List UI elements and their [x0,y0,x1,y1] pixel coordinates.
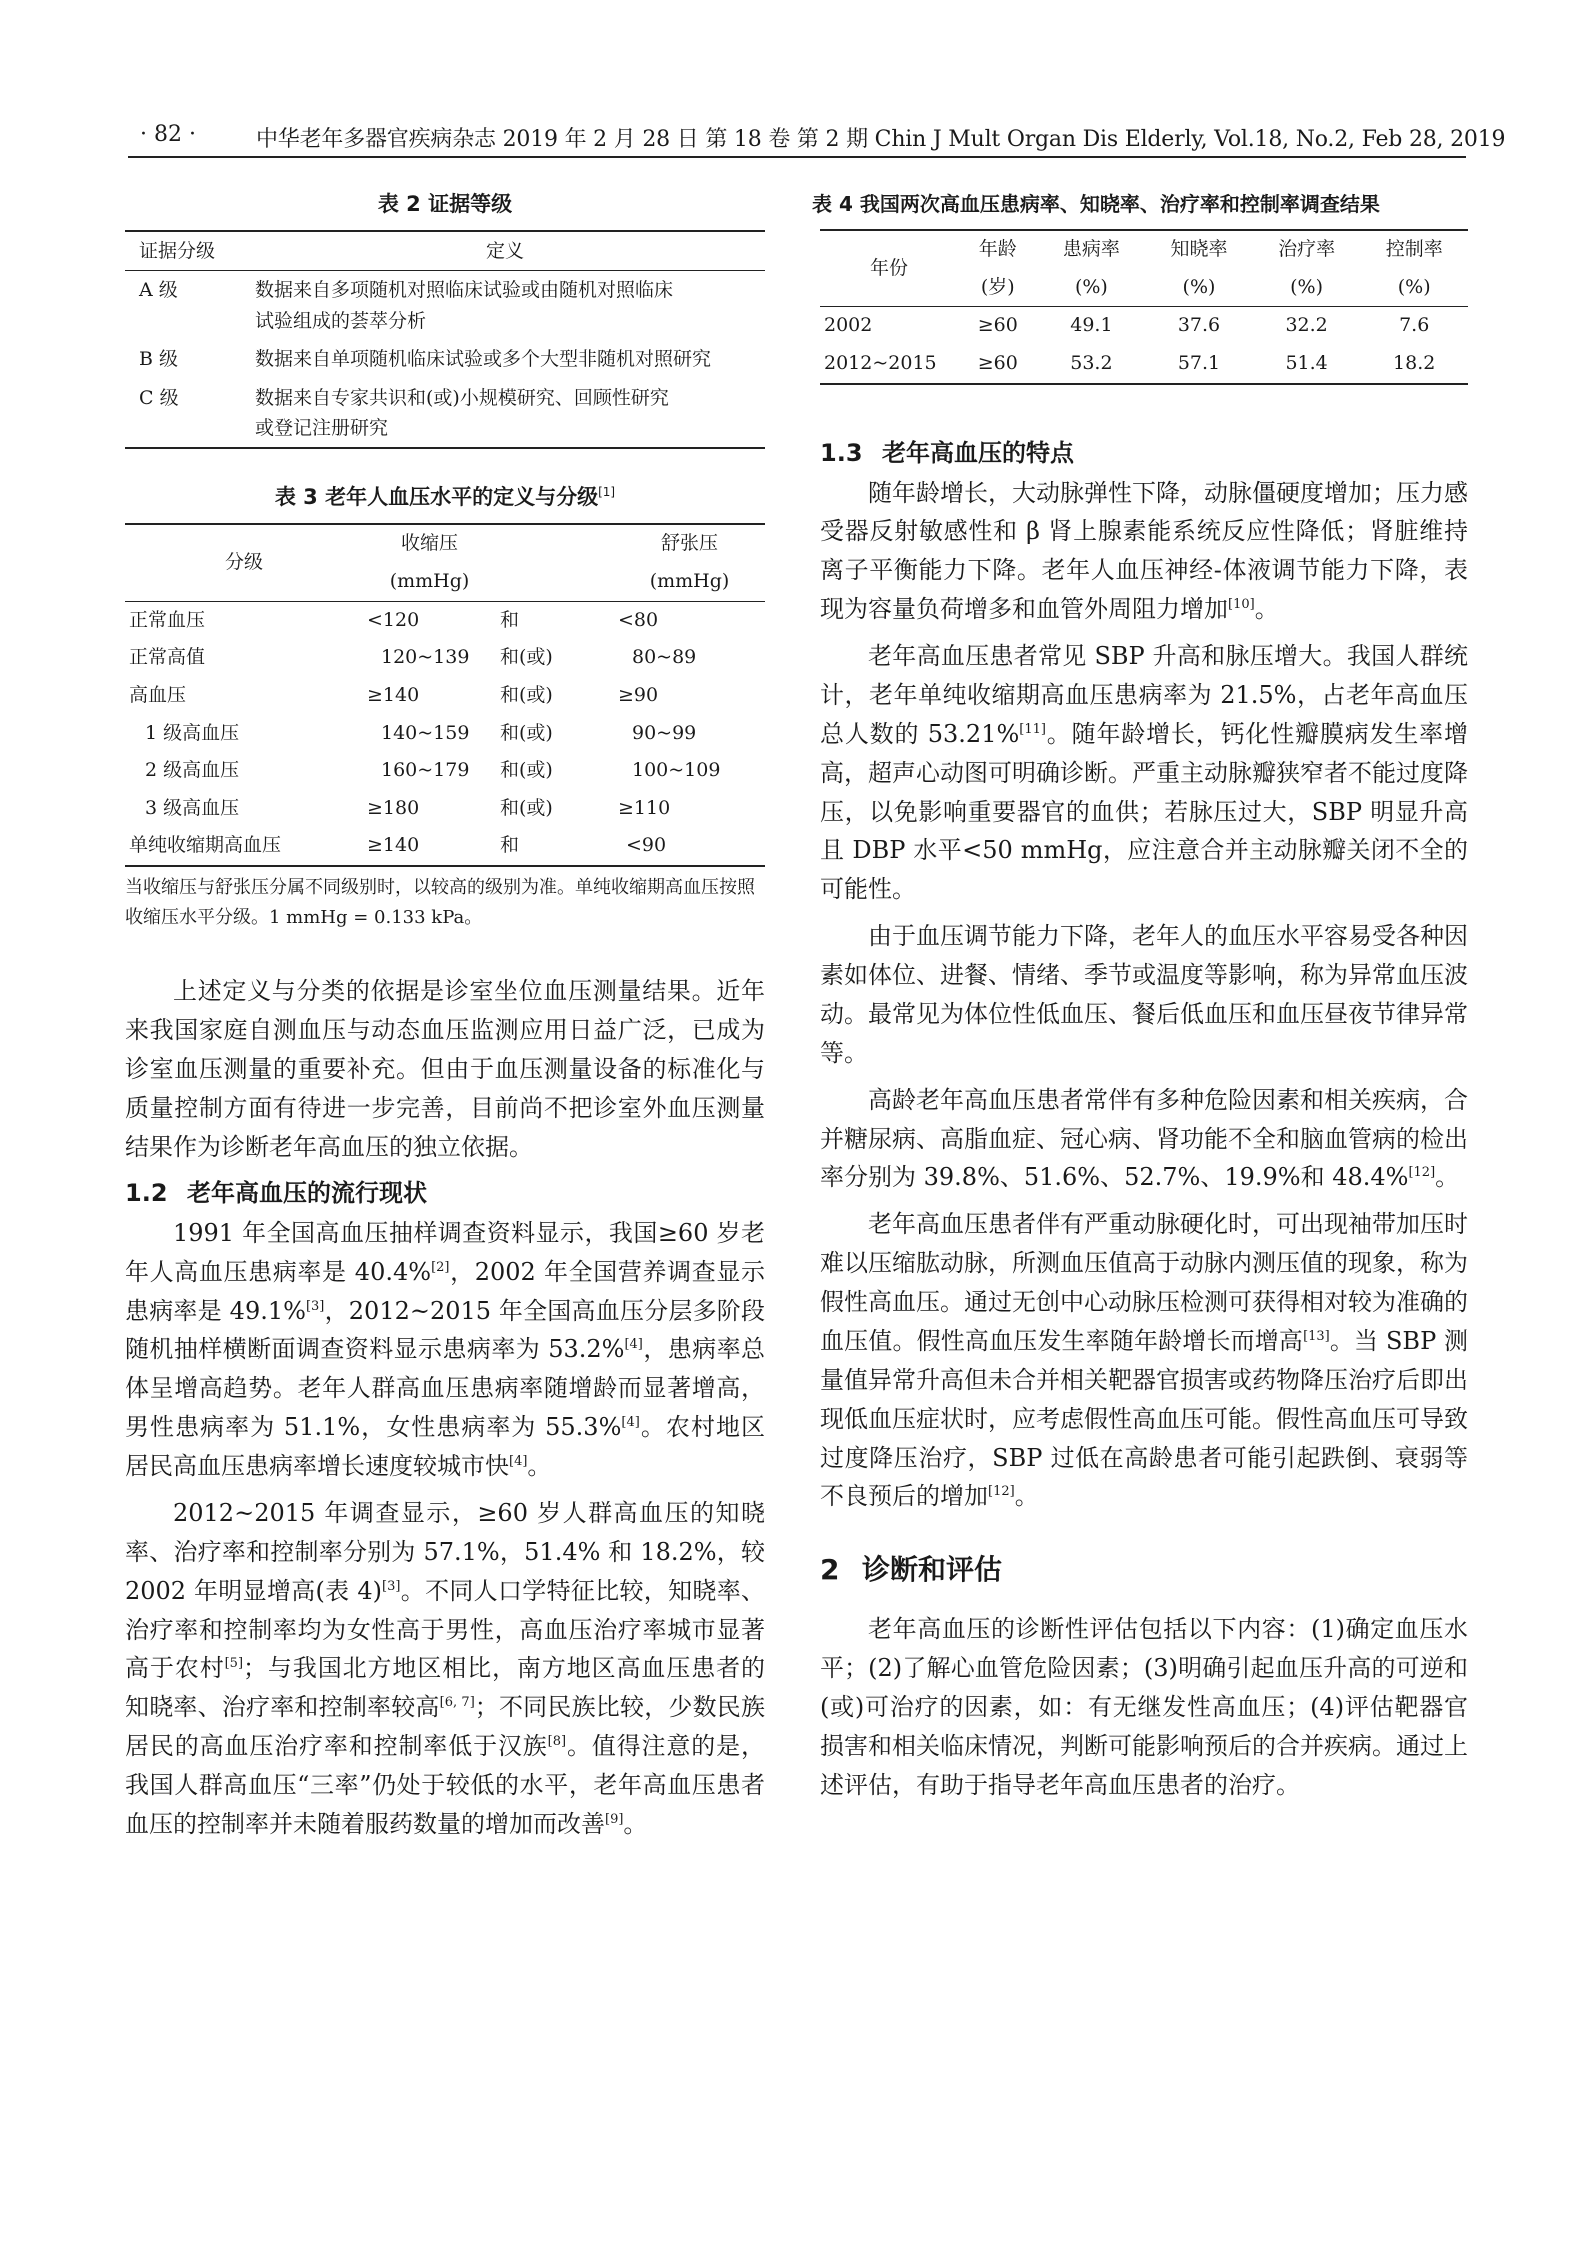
table-row [125,752,765,790]
table3-sbp: 160~179 [381,759,470,782]
citation: [3] [305,1298,325,1314]
table4-prev: 53.2 [1070,351,1113,374]
table3-dbp: 90~99 [632,721,697,744]
text-run: 。值得注意的是，我国人群高血压“三率”仍处于较低的水平，老年高血压患者血压的控制率并未随着服药数量的增加而改善 [125,1732,765,1838]
citation: [11] [1019,721,1046,737]
text-run: 高龄老年高血压患者常伴有多种危险因素和相关疾病，合并糖尿病、高脂血症、冠心病、肾功能不全和脑血管病的检出率分别为 39.8%、51.6%、52.7%、19.9%和 48.4% [820,1085,1468,1192]
table3-note: 当收缩压与舒张压分属不同级别时，以较高的级别为准。单纯收缩期高血压按照收缩压水平分级。1 mmHg = 0.133 kPa。 [125,877,755,928]
table3-dbp: ≥90 [618,683,659,706]
table2-def: 数据来自专家共识和(或)小规模研究、回顾性研究或登记注册研究 [255,386,669,439]
table3-conj: 和 [500,834,520,857]
table3-dbp: ≥110 [618,796,671,819]
table3-caption-ref: [1] [598,485,616,500]
table4-year: 2012~2015 [824,351,937,374]
section-number: 2 [820,1553,840,1587]
table3-name: 3 级高血压 [145,796,240,819]
citation: [6, 7] [439,1695,475,1711]
table2-grade: A 级 [139,279,178,302]
table3-dbp: <80 [618,608,659,631]
table3-dbp: <90 [626,834,667,857]
table3-header-dbp: 舒张压 [660,532,718,555]
citation: [4] [624,1337,643,1353]
section-heading-2 [820,1548,1468,1588]
text-run: ；与我国北方地区相比，南方地区高血压患者的知晓率、治疗率和控制率较高 [125,1654,766,1722]
citation: [10] [1228,597,1255,613]
citation: [8] [547,1734,567,1750]
table4-header-prev: 患病率 [1062,238,1120,260]
table4-header-ctrl: 控制率 [1385,238,1443,260]
text-run: 。 [1014,1482,1039,1511]
table4-year: 2002 [824,314,873,337]
citation: [12] [1408,1165,1436,1181]
citation: [4] [621,1415,640,1431]
section-heading-1-3 [820,433,1468,468]
text-run: 老年高血压患者伴有严重动脉硬化时，可出现袖带加压时难以压缩肱动脉，所测血压值高于动脉内测压值的现象，称为假性高血压。通过无创中心动脉压检测可获得相对较为准确的血压值。假性高血压发生率随年龄增长而增高 [820,1210,1468,1355]
table4-aware: 37.6 [1177,314,1221,337]
table3-conj: 和(或) [500,683,553,706]
table-row [125,601,765,639]
table3-sbp: <120 [367,608,420,631]
table-row [820,345,1468,384]
text-run: ，患病率总体呈增高趋势。老年人群高血压患病率随增龄而显著增高，男性患病率为 51.1%，女性患病率为 55.3% [125,1335,765,1442]
table2-def: 数据来自多项随机对照临床试验或由随机对照临床试验组成的荟萃分析 [255,279,674,332]
table4-header-treat: 治疗率 [1278,238,1336,260]
text-run: 。 [527,1452,552,1481]
table2-header-def: 定义 [485,240,524,262]
table3-header-dbp-unit: (mmHg) [649,569,730,592]
table4-header-treat-unit: (%) [1290,275,1324,298]
table4-age: ≥60 [977,351,1018,374]
table3-dbp: 100~109 [632,759,721,782]
table3-conj: 和(或) [500,646,553,669]
table2-caption: 表 2 证据等级 [377,192,513,216]
table-row [125,639,765,677]
journal-info: 中华老年多器官疾病杂志 2019 年 2 月 28 日 第 18 卷 第 2 期 Chin J Mult Organ Dis Elderly, Vol.18, No.2, Feb 28, 2019 [256,127,1506,152]
text-run: 老年高血压患者常见 SBP 升高和脉压增大。我国人群统计，老年单纯收缩期高血压患病率为 21.5%，占老年高血压总人数的 53.21% [820,642,1468,748]
text-run: 。不同人口学特征比较，知晓率、治疗率和控制率均为女性高于男性，高血压治疗率城市显著高于农村 [125,1576,765,1683]
running-header [128,120,1506,158]
paragraph [820,474,1468,630]
section-title: 诊断和评估 [862,1553,1003,1587]
section-number: 1.2 [125,1178,168,1207]
table2-header-grade: 证据分级 [139,240,216,262]
table-row [125,790,765,828]
table3-sbp: ≥140 [367,834,420,857]
table4 [820,229,1468,385]
table3-name: 正常血压 [129,608,206,631]
page-number: · 82 · [140,122,196,147]
text-run: 。 [1435,1163,1460,1192]
paragraph: 上述定义与分类的依据是诊室坐位血压测量结果。近年来我国家庭自测血压与动态血压监测应用日益广泛，已成为诊室血压测量的重要补充。但由于血压测量设备的标准化与质量控制方面有待进一步完善，目前尚不把诊室外血压测量结果作为诊断老年高血压的独立依据。 [125,977,765,1161]
table4-age: ≥60 [977,314,1018,337]
paragraph [820,637,1468,909]
table3-caption-wrap [125,481,765,511]
table3-name: 高血压 [129,683,187,706]
section-title: 老年高血压的特点 [882,438,1074,467]
table3-conj: 和(或) [500,796,553,819]
text-run: ，2012~2015 年全国高血压分层多阶段随机抽样横断面调查资料显示患病率为 53.2% [125,1296,765,1364]
text-run: ；不同民族比较，少数民族居民的高血压治疗率和控制率低于汉族 [125,1693,766,1761]
table3-dbp: 80~89 [632,646,697,669]
text-run: 。农村地区居民高血压患病率增长速度较城市快 [125,1413,765,1481]
paragraph: 老年高血压的诊断性评估包括以下内容：(1)确定血压水平；(2)了解心血管危险因素；(3)明确引起血压升高的可逆和(或)可治疗的因素，如：有无继发性高血压；(4)评估靶器官损害和相关临床情况，判断可能影响预后的合并疾病。通过上述评估，有助于指导老年高血压患者的治疗。 [820,1615,1468,1799]
table-row [125,379,765,449]
section-number: 1.3 [820,438,863,467]
table3-header-sbp-unit: (mmHg) [389,569,470,592]
table2-grade: C 级 [139,386,179,409]
table4-header-prev-unit: (%) [1074,275,1108,298]
table3-name: 单纯收缩期高血压 [129,834,282,857]
text-run: 2012~2015 年调查显示，≥60 岁人群高血压的知晓率、治疗率和控制率分别为 57.1%，51.4% 和 18.2%，较 2002 年明显增高(表 4) [125,1498,765,1605]
table2 [125,230,765,449]
table3 [125,523,765,867]
table4-ctrl: 7.6 [1399,314,1430,337]
paragraph [820,1205,1468,1516]
table4-header-ctrl-unit: (%) [1397,275,1431,298]
table4-treat: 32.2 [1285,314,1328,337]
citation: [5] [224,1656,244,1672]
table3-name: 1 级高血压 [145,721,240,744]
table4-caption: 表 4 我国两次高血压患病率、知晓率、治疗率和控制率调查结果 [812,192,1380,216]
table-row [820,307,1468,345]
table-row [125,677,765,715]
table4-header-aware-unit: (%) [1182,275,1216,298]
table4-header-year: 年份 [869,256,908,279]
citation: [4] [509,1454,528,1470]
table-row [125,340,765,378]
text-run: 。当 SBP 测量值异常升高但未合并相关靶器官损害或药物降压治疗后即出现低血压症状时，应考虑假性高血压可能。假性高血压可导致过度降压治疗，SBP 过低在高龄患者可能引起跌倒、衰弱等不良预后的增加 [820,1326,1468,1511]
table3-sbp: ≥180 [367,796,420,819]
table3-sbp: ≥140 [367,683,420,706]
table3-sbp: 120~139 [381,646,470,669]
table-row [125,271,765,340]
citation: [2] [431,1259,450,1275]
table3-conj: 和(或) [500,759,553,782]
section-heading-1-2 [125,1173,765,1208]
paragraph [125,1214,765,1486]
text-run: 。随年龄增长，钙化性瓣膜病发生率增高，超声心动图可明确诊断。严重主动脉瓣狭窄者不能过度降压，以免影响重要器官的血供；若脉压过大，SBP 明显升高且 DBP 水平<50 mmHg，应注意合并主动脉瓣关闭不全的可能性。 [820,719,1469,904]
paragraph [125,1494,765,1844]
table3-name: 正常高值 [129,646,206,669]
table2-grade: B 级 [139,348,179,371]
table3-name: 2 级高血压 [145,759,240,782]
citation: [3] [382,1578,401,1594]
table3-conj: 和 [500,608,520,631]
paragraph: 由于血压调节能力下降，老年人的血压水平容易受各种因素如体位、进餐、情绪、季节或温度等影响，称为异常血压波动。最常见为体位性低血压、餐后低血压和血压昼夜节律异常等。 [820,922,1468,1067]
text-run: ，2002 年全国营养调查显示患病率是 49.1% [125,1257,765,1325]
table4-ctrl: 18.2 [1393,351,1436,374]
citation: [13] [1303,1328,1330,1344]
table-row [125,715,765,753]
table3-sbp: 140~159 [381,721,470,744]
table3-header-class: 分级 [224,551,263,574]
table4-treat: 51.4 [1285,351,1328,374]
table3-conj: 和(或) [500,721,553,744]
table4-header-age-unit: (岁) [980,275,1015,298]
left-column [125,180,765,1844]
text-run: 。 [623,1809,648,1838]
table4-header-aware: 知晓率 [1170,238,1228,260]
table4-prev: 49.1 [1070,314,1113,337]
table3-header-sbp: 收缩压 [400,532,458,555]
table3-caption: 表 3 老年人血压水平的定义与分级 [274,485,599,510]
paragraph [820,1081,1468,1198]
table-row [125,827,765,866]
text-run: 。 [1254,595,1279,624]
table2-def: 数据来自单项随机临床试验或多个大型非随机对照研究 [255,348,712,371]
citation: [9] [605,1811,624,1827]
section-title: 老年高血压的流行现状 [187,1178,427,1207]
table4-aware: 57.1 [1177,351,1221,374]
text-run: 随年龄增长，大动脉弹性下降，动脉僵硬度增加；压力感受器反射敏感性和 β 肾上腺素能系统反应性降低；肾脏维持离子平衡能力下降。老年人血压神经-体液调节能力下降，表现为容量负荷增多和血管外周阻力增加 [820,478,1468,624]
text-run: 1991 年全国高血压抽样调查资料显示，我国≥60 岁老年人高血压患病率是 40.4% [125,1218,765,1286]
table4-header-age: 年龄 [978,238,1017,260]
citation: [12] [988,1484,1015,1500]
right-column [812,180,1469,1805]
